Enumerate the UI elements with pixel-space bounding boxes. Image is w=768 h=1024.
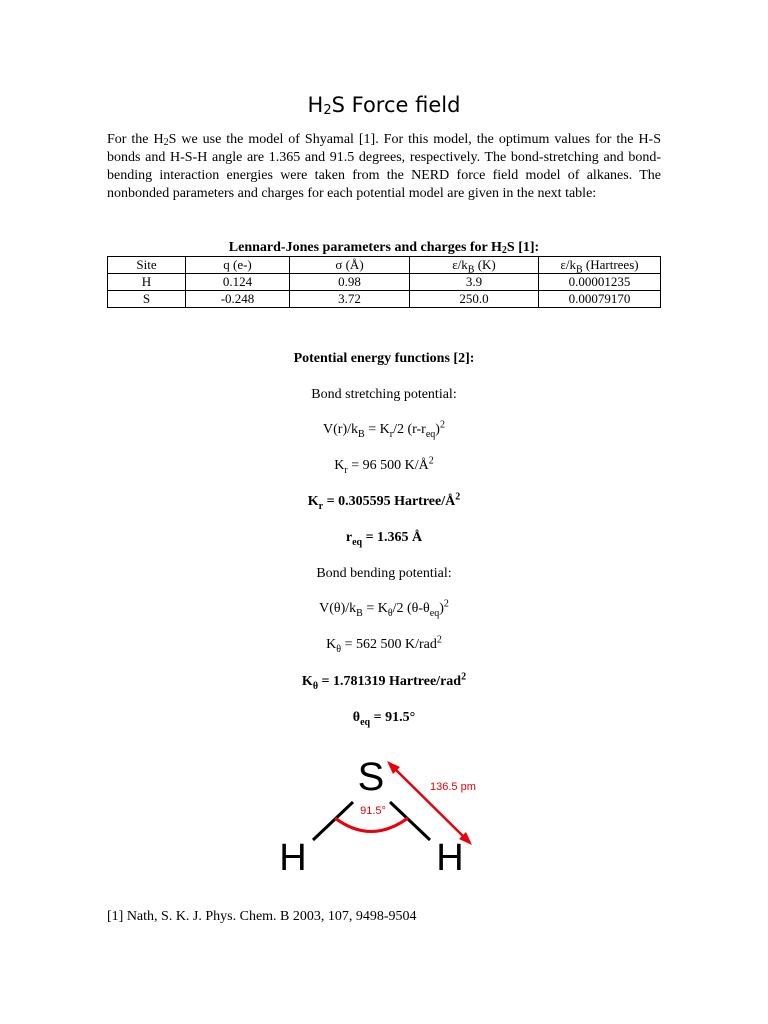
eq-sub: B <box>356 607 363 619</box>
bond-bending-equation <box>0 598 768 619</box>
header-charge: q (e-) <box>186 257 290 274</box>
bond-length-label: 136.5 pm <box>430 781 476 793</box>
ktheta-kelvin-equation <box>0 634 768 655</box>
bond-stretching-label: Bond stretching potential: <box>311 387 457 402</box>
eq-sub: B <box>358 428 365 440</box>
header-epsilon-k-sub: B <box>467 264 475 276</box>
h2s-molecule-diagram <box>278 745 490 887</box>
atom-s-label: S <box>357 755 385 799</box>
header-site: Site <box>108 257 186 274</box>
table-cell: 250.0 <box>410 291 539 308</box>
eq-sub: r <box>389 428 394 440</box>
eq-sub: r <box>344 464 348 476</box>
table-cell: 0.00079170 <box>539 291 661 308</box>
eq-sub: r <box>318 500 324 512</box>
table-cell: S <box>108 291 186 308</box>
eq-part: K <box>334 458 345 473</box>
theta-eq-equation <box>0 710 768 726</box>
eq-part: K <box>326 637 337 652</box>
table-header-row <box>108 257 661 274</box>
eq-sub: eq <box>425 428 436 440</box>
eq-part: K <box>301 674 313 689</box>
eq-sup: 2 <box>443 598 449 610</box>
req-equation <box>0 530 768 546</box>
eq-part: = K <box>362 601 388 616</box>
eq-part: = 0.305595 Hartree/Å <box>323 494 456 509</box>
eq-part: r <box>345 530 353 545</box>
eq-sup: 2 <box>428 455 434 467</box>
intro-text: For the H <box>107 132 164 147</box>
caption-text-rest: S [1]: <box>506 240 540 255</box>
bond-right <box>390 802 430 840</box>
eq-part: K <box>307 494 319 509</box>
caption-subscript: 2 <box>501 245 507 256</box>
eq-sub: eq <box>429 607 440 619</box>
eq-part: ) <box>435 422 440 437</box>
eq-part: ) <box>439 601 444 616</box>
eq-sub: θ <box>312 680 319 692</box>
eq-sub: eq <box>360 716 371 728</box>
angle-arc <box>335 818 408 832</box>
table-caption <box>0 240 768 256</box>
intro-text-rest: S we use the model of Shyamal [1]. For this model, the optimum values for the H-S bonds and H-S-H angle are 1.365 and 91.5 degrees, respectively. The bond-stretching and bond-bending interaction energies were taken from the NERD force field model of alkanes. The nonbonded parameters and charges for each potential model are given in the next table: <box>107 132 661 201</box>
reference-citation: [1] Nath, S. K. J. Phys. Chem. B 2003, 107, 9498-9504 <box>107 909 417 924</box>
table-cell: 0.00001235 <box>539 274 661 291</box>
eq-part: V(θ)/k <box>319 601 357 616</box>
header-epsilon-hartree-unit: (Hartrees) <box>582 257 639 272</box>
atom-h-left-label: H <box>279 837 307 879</box>
kr-hartree-equation <box>0 491 768 512</box>
potential-functions-heading: Potential energy functions [2]: <box>293 351 475 366</box>
table-cell: -0.248 <box>186 291 290 308</box>
eq-part: /2 (r-r <box>393 422 426 437</box>
page-title <box>0 93 768 118</box>
eq-sup: 2 <box>439 419 445 431</box>
bond-length-arrow <box>391 765 468 841</box>
table-cell: 0.124 <box>186 274 290 291</box>
bond-bending-label: Bond bending potential: <box>316 566 452 581</box>
header-sigma: σ (Å) <box>290 257 410 274</box>
lennard-jones-table <box>107 256 661 308</box>
intro-paragraph <box>107 131 661 203</box>
angle-label: 91.5° <box>360 805 386 817</box>
table-cell: 3.72 <box>290 291 410 308</box>
caption-text: Lennard-Jones parameters and charges for H <box>228 240 502 255</box>
header-epsilon-hartree-text: ε/k <box>560 257 576 272</box>
eq-part: = K <box>364 422 390 437</box>
title-text: H <box>307 93 324 117</box>
eq-sup: 2 <box>461 671 467 683</box>
eq-part: = 562 500 K/rad <box>341 637 437 652</box>
table-cell: 3.9 <box>410 274 539 291</box>
eq-sup: 2 <box>455 491 461 503</box>
ktheta-hartree-equation <box>0 671 768 692</box>
eq-sub: θ <box>387 607 393 619</box>
eq-part: = 1.781319 Hartree/rad <box>318 674 462 689</box>
header-epsilon-hartree <box>539 257 661 274</box>
table-cell: H <box>108 274 186 291</box>
bond-stretching-equation <box>0 419 768 440</box>
table-row <box>108 274 661 291</box>
eq-part: θ <box>352 710 361 725</box>
header-epsilon-k-unit: (K) <box>474 257 496 272</box>
eq-part: = 1.365 Å <box>362 530 423 545</box>
eq-sup: 2 <box>436 634 442 646</box>
eq-part: = 91.5° <box>370 710 416 725</box>
table-row <box>108 291 661 308</box>
eq-part: /2 (θ-θ <box>392 601 430 616</box>
eq-sub: eq <box>352 536 363 548</box>
table-cell: 0.98 <box>290 274 410 291</box>
kr-kelvin-equation <box>0 455 768 476</box>
eq-part: V(r)/k <box>323 422 359 437</box>
eq-part: = 96 500 K/Å <box>347 458 429 473</box>
bond-left <box>313 802 353 840</box>
header-epsilon-k-text: ε/k <box>452 257 468 272</box>
title-text-suffix: S Force field <box>331 93 461 117</box>
title-subscript: 2 <box>323 103 332 118</box>
eq-sub: θ <box>336 643 342 655</box>
header-epsilon-hartree-sub: B <box>575 264 583 276</box>
header-epsilon-k <box>410 257 539 274</box>
intro-subscript: 2 <box>163 137 169 148</box>
atom-h-right-label: H <box>436 837 464 879</box>
